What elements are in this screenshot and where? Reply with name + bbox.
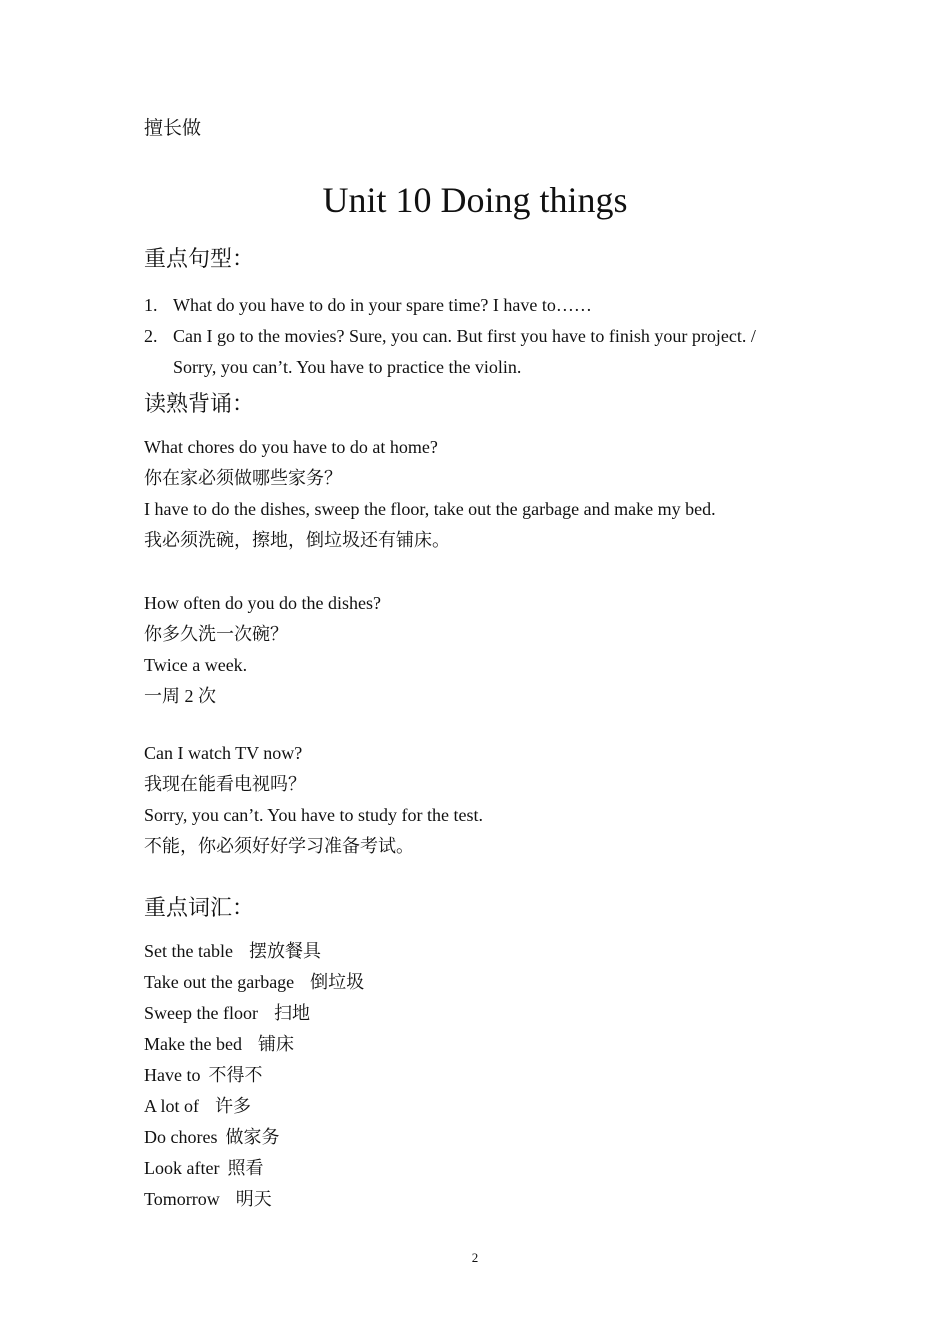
dialogue-3-line-4: 不能，你必须好好学习准备考试。	[144, 836, 414, 856]
dialogue-3-line-3: Sorry, you can’t. You have to study for the test.	[144, 805, 483, 825]
vocab-chinese: 倒垃圾	[310, 972, 365, 992]
vocab-english: Do chores	[144, 1127, 218, 1147]
dialogue-2-line-3: Twice a week.	[144, 655, 248, 675]
vocab-english: Take out the garbage	[144, 972, 295, 992]
dialogue-3-line-2: 我现在能看电视吗？	[144, 774, 306, 794]
dialogue-2-line-4: 一周 2 次	[144, 686, 216, 706]
vocab-item	[144, 1187, 272, 1211]
vocab-item	[144, 1125, 279, 1149]
dialogue-2-line-1: How often do you do the dishes?	[144, 593, 381, 613]
pattern-number: 1.	[144, 295, 158, 315]
dialogue-1-line-1: What chores do you have to do at home?	[144, 437, 438, 457]
vocab-item	[144, 1156, 263, 1180]
vocab-english: Make the bed	[144, 1034, 242, 1054]
sentence-patterns-heading: 重点句型：	[144, 246, 255, 271]
dialogue-1-line-4: 我必须洗碗，擦地，倒垃圾还有铺床。	[144, 530, 450, 550]
vocab-item	[144, 1063, 262, 1087]
dialogue-1-line-2: 你在家必须做哪些家务？	[144, 468, 342, 488]
vocab-chinese: 摆放餐具	[248, 941, 321, 961]
pattern-item-2	[144, 324, 756, 348]
vocab-item	[144, 970, 364, 994]
vocab-chinese: 做家务	[225, 1127, 280, 1147]
recite-heading: 读熟背诵：	[144, 391, 255, 416]
vocab-english: Tomorrow	[144, 1189, 220, 1209]
pattern-text: Can I go to the movies? Sure, you can. But first you have to finish your project. /	[173, 326, 756, 346]
vocab-english: Look after	[144, 1158, 220, 1178]
pattern-text: What do you have to do in your spare time? I have to……	[173, 295, 592, 315]
vocab-item	[144, 1001, 310, 1025]
dialogue-2-line-2: 你多久洗一次碗？	[144, 624, 288, 644]
vocab-chinese: 许多	[215, 1096, 252, 1116]
pattern-item-1	[144, 293, 592, 317]
vocab-item	[144, 1094, 251, 1118]
vocab-item	[144, 939, 321, 963]
dialogue-1-line-3: I have to do the dishes, sweep the floor, take out the garbage and make my bed.	[144, 499, 716, 519]
vocab-english: Sweep the floor	[144, 1003, 258, 1023]
pattern-item-2-continuation: Sorry, you can’t. You have to practice the violin.	[173, 357, 522, 377]
unit-title: Unit 10 Doing things	[322, 180, 628, 220]
vocab-english: Set the table	[144, 941, 233, 961]
vocab-english: Have to	[144, 1065, 201, 1085]
dialogue-3-line-1: Can I watch TV now?	[144, 743, 303, 763]
vocab-chinese: 照看	[227, 1158, 264, 1178]
vocab-chinese: 扫地	[273, 1003, 310, 1023]
previous-page-fragment: 擅长做	[144, 118, 202, 139]
vocab-chinese: 不得不	[208, 1065, 263, 1085]
page-number: 2	[471, 1250, 479, 1265]
vocabulary-heading: 重点词汇：	[144, 895, 255, 920]
vocab-english: A lot of	[144, 1096, 200, 1116]
vocab-chinese: 铺床	[257, 1034, 294, 1054]
vocab-chinese: 明天	[235, 1189, 272, 1209]
pattern-number: 2.	[144, 326, 158, 346]
vocab-item	[144, 1032, 294, 1056]
